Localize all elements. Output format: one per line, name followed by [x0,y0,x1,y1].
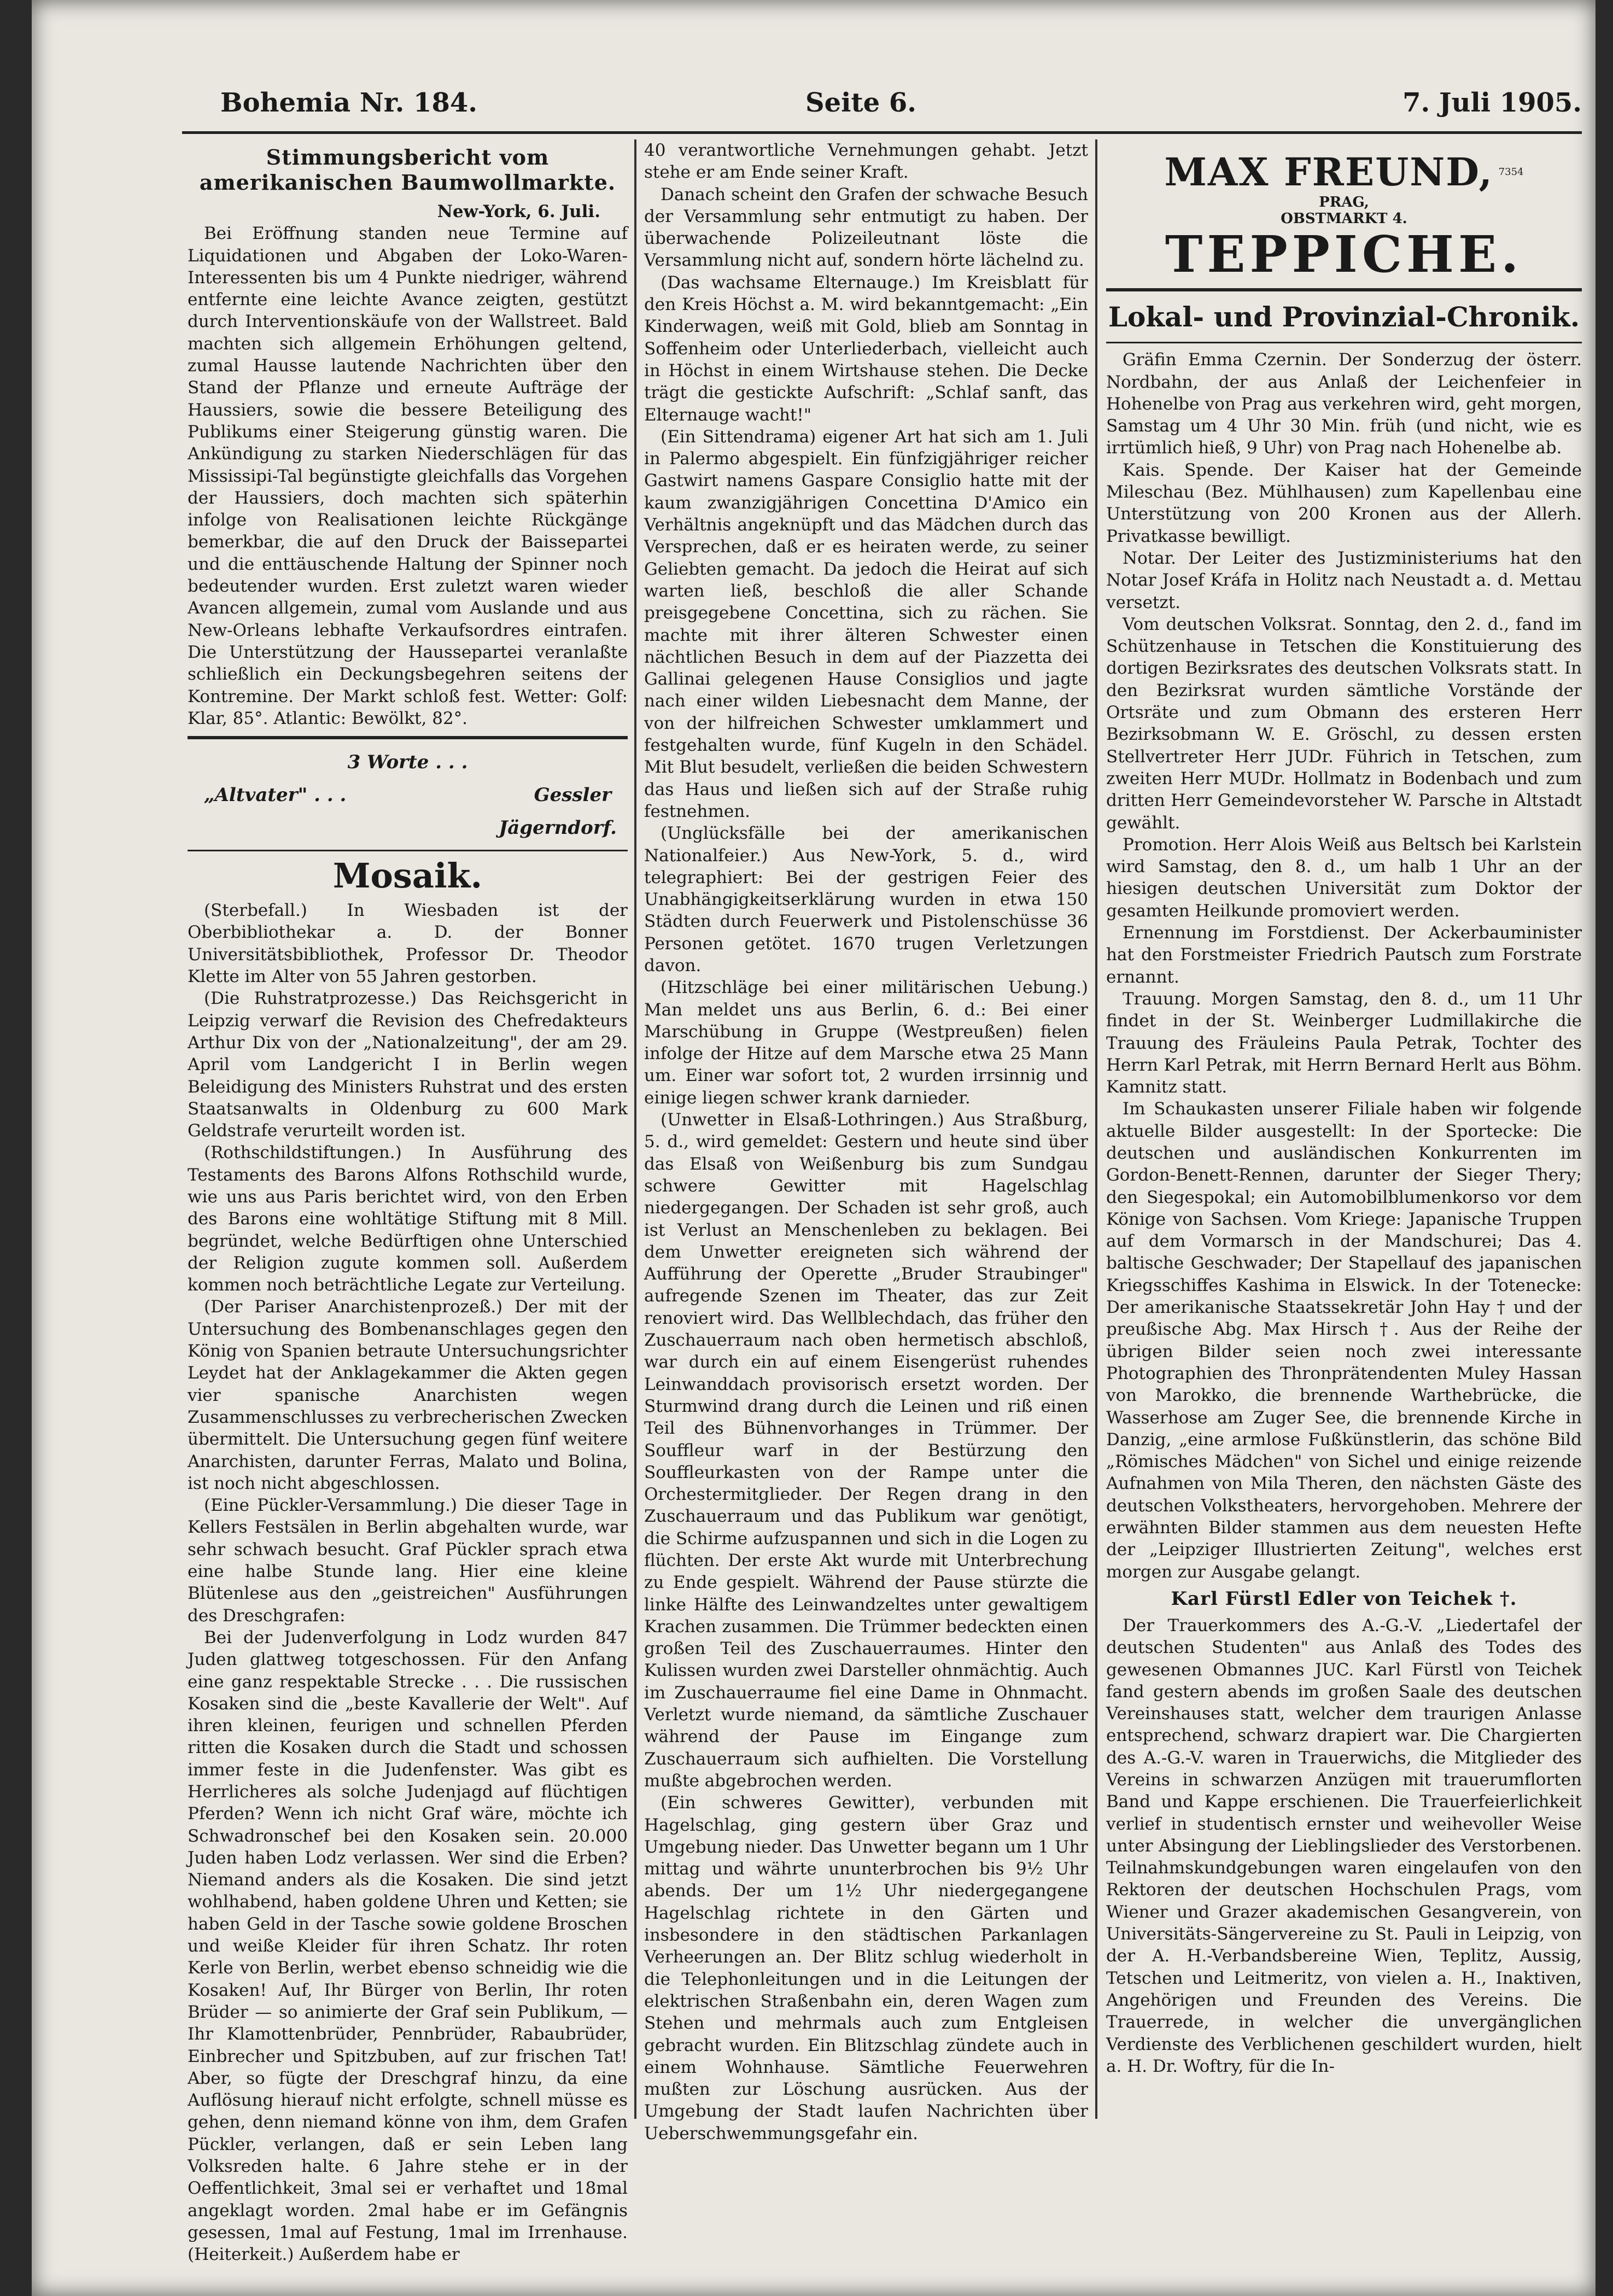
news-item: (Das wachsame Elternauge.) Im Kreisblatt für den Kreis Höchst a. M. wird bekanntgemacht: „Ein Kinderwagen, weiß mit Gold, blieb am Sonntag in Soffenheim oder Unterliederbach, vielleicht auch in Höchst in einem Wirtshause stehen. Die Decke trägt die gestickte Aufschrift: „Schlaf sanft, das Elternauge wacht!" [644,272,1088,425]
notice-line: „Altvater" . . . [204,784,347,807]
column-rule [634,139,636,2119]
news-item: (Sterbefall.) In Wiesbaden ist der Oberbibliothekar a. D. der Bonner Universitätsbibliothek, Professor Dr. Theodor Klette im Alter von 55 Jahren gestorben. [188,901,628,987]
separator-rule [188,850,628,851]
news-item: (Unglücksfälle bei der amerikanischen Nationalfeier.) Aus New-York, 5. d., wird telegraphiert: Bei der gestrigen Feier des Unabhängigkeitserklärung wurden in etwa 150 Städten durch Feuerwerk und Pistolenschüsse 36 Personen getötet. 1670 trugen Verletzungen davon. [644,823,1088,975]
news-item: (Eine Pückler-Versammlung.) Die dieser Tage in Kellers Festsälen in Berlin abgehalten wurde, war sehr schwach besucht. Graf Pückler sprach etwa eine halbe Stunde lang. Hier eine kleine Blütenlese aus den „geistreichen" Ausführungen des Dreschgrafen: [188,1495,628,1626]
news-item: Promotion. Herr Alois Weiß aus Beltsch bei Karlstein wird Samstag, den 8. d., um halb 1 Uhr an der hiesigen deutschen Universität zum Doktor der gesamten Heilkunde promoviert werden. [1106,834,1582,921]
news-item: Vom deutschen Volksrat. Sonntag, den 2. d., fand im Schützenhause in Tetschen die Konstituierung des dortigen Bezirksrates des deutschen Volksrats statt. In den Bezirksrat wurden sämtliche Vorstände der Ortsräte und zum Obmann des ersteren Herr Bezirksobmann W. E. Gröschl, zu dessen ersten Stellvertreter Herr JUDr. Führich in Tetschen, zum zweiten Herr MUDr. Hollmatz in Bodenbach und zum dritten Herr Gemeindevorsteher W. Parsche in Altstadt gewählt. [1106,614,1582,833]
article-dateline: New-York, 6. Juli. [437,202,600,221]
ad-company-name: MAX FREUND, [1164,149,1493,195]
column-rule [1095,139,1097,2119]
header-page-number: Seite 6. [805,87,916,118]
header-issue: Bohemia Nr. 184. [220,87,477,118]
news-item: Gräfin Emma Czernin. Der Sonderzug der österr. Nordbahn, der aus Anlaß der Leichenfeier in Hohenelbe von Prag aus verkehren wird, geht morgen, Samstag um 4 Uhr 30 Min. früh (und nicht, wie es irrtümlich hieß, 9 Uhr) von Prag nach Hohenelbe ab. [1106,350,1582,458]
news-item: Ernennung im Forstdienst. Der Ackerbauminister hat den Forstmeister Friedrich Pautsch zum Forstrate ernannt. [1106,923,1582,987]
news-item: Im Schaukasten unserer Filiale haben wir folgende aktuelle Bilder ausgestellt: In der Sportecke: Die deutschen und ausländischen Konkurrenten im Gordon-Benett-Rennen, darunter der Sieger Thery; den Siegespokal; ein Automobilblumenkorso vor dem Könige von Sachsen. Vom Kriege: Japanische Truppen auf dem Vormarsch in der Mandschurei; Das 4. baltische Geschwader; Der Stapellauf des japanischen Kriegsschiffes Kashima in Elswick. In der Totenecke: Der amerikanische Staatssekretär John Hay † und der preußische Abg. Max Hirsch †. Aus der Reihe der übrigen Bilder seien noch zwei interessante Photographien des Thronprätendenten Muley Hassan von Marokko, die brennende Warthebrücke, die Wasserhose am Zuger See, die brennende Kirche in Danzig, „eine armlose Fußkünstlerin, das schöne Bild „Römisches Mädchen" von Sichel und einige reizende Aufnahmen von Mila Theren, den nächsten Gäste des deutschen Volkstheaters, hervorgehoben. Mehrere der erwähnten Bilder stammen aus dem neuesten Hefte der „Leipziger Illustrierten Zeitung", welches erst morgen zur Ausgabe gelangt. [1106,1099,1582,1582]
notice-line: Gessler [534,784,611,807]
ad-street: OBSTMARKT 4. [1281,211,1407,227]
news-item: (Unwetter in Elsaß-Lothringen.) Aus Straßburg, 5. d., wird gemeldet: Gestern und heute sind über das Elsaß von Weißenburg bis zum Sundgau schwere Gewitter mit Hagelschlag niedergegangen. Der Schaden ist sehr groß, auch ist Verlust an Menschenleben zu beklagen. Bei dem Unwetter ereigneten sich während der Aufführung der Operette „Bruder Straubinger" aufregende Szenen im Theater, das zur Zeit renoviert wird. Das Wellblechdach, das früher den Zuschauerraum nach oben hermetisch abschloß, war durch ein auf einem Eisengerüst ruhendes Leinwanddach provisorisch ersetzt worden. Der Sturmwind drang durch die Leinen und riß einen Teil des Bühnenvorhanges in Trümmer. Der Souffleur warf in der Bestürzung den Souffleurkasten von der Rampe unter die Orchestermitglieder. Der Regen drang in den Zuschauerraum und das Publikum war genötigt, die Schirme aufzuspannen und sich in die Logen zu flüchten. Der erste Akt wurde mit Unterbrechung zu Ende gespielt. Während der Pause stürzte die linke Hälfte des Leinwandzeltes unter gewaltigem Krachen zusammen. Die Trümmer bedeckten einen großen Teil des Zuschauerraumes. Hinter den Kulissen wurden zwei Darsteller ohnmächtig. Auch im Zuschauerraume fiel eine Dame in Ohnmacht. Verletzt wurde niemand, da sämtliche Zuschauer während der Pause im Eingange zum Zuschauerraum sich aufhielten. Die Vorstellung mußte abgebrochen werden. [644,1110,1088,1791]
news-item: Danach scheint den Grafen der schwache Besuch der Versammlung sehr entmutigt zu haben. Der überwachende Polizeileutnant löste die Versammlung nicht auf, sondern hörte lächelnd zu. [644,184,1088,271]
separator-rule [1106,342,1582,343]
obituary-heading: Karl Fürstl Edler von Teichek †. [1171,1587,1517,1610]
separator-rule [188,736,628,739]
news-item: Kais. Spende. Der Kaiser hat der Gemeinde Mileschau (Bez. Mühlhausen) zum Kapellenbau eine Unterstützung von 200 Kronen aus der Allerh. Privatkasse bewilligt. [1106,460,1582,546]
classified-notice [188,746,628,844]
news-item: (Der Pariser Anarchistenprozeß.) Der mit der Untersuchung des Bombenanschlages gegen den König von Spanien betraute Untersuchungsrichter Leydet hat der Anklagekammer die Akten gegen vier spanische Anarchisten wegen Zusammenschlusses zu verbrecherischen Zwecken übermittelt. Die Untersuchung gegen fünf weitere Anarchisten, darunter Ferras, Malato und Bolina, ist noch nicht abgeschlossen. [188,1297,628,1493]
news-item: Der Trauerkommers des A.-G.-V. „Liedertafel der deutschen Studenten" aus Anlaß des Todes des gewesenen Obmannes JUC. Karl Fürstl von Teichek fand gestern abends im großen Saale des deutschen Vereinshauses statt, welcher dem traurigen Anlasse entsprechend, schwarz drapiert war. Die Chargierten des A.-G.-V. waren in Trauerwichs, die Mitglieder des Vereins in schwarzen Anzügen mit trauerumflorten Band und Kappe erschienen. Die Trauerfeierlichkeit verlief in studentisch ernster und weihevoller Weise unter Absingung der Lieblingslieder des Verstorbenen. Teilnahmskundgebungen waren eingelaufen von den Rektoren der deutschen Hochschulen Prags, vom Wiener und Grazer akademischen Gesangverein, von Universitäts-Sängervereine zu St. Pauli in Leipzig, von der A. H.-Verbandsbereine Wien, Teplitz, Aussig, Tetschen und Leitmeritz, von vielen a. H., Inaktiven, Angehörigen und Freunden des Vereins. Die Trauerrede, in welcher die unvergänglichen Verdienste des Verblichenen geschildert wurden, hielt a. H. Dr. Woftry, für die In- [1106,1615,1582,2076]
news-item: Bei der Judenverfolgung in Lodz wurden 847 Juden glattweg totgeschossen. Für den Anfang eine ganz respektable Strecke . . . Die russischen Kosaken sind die „beste Kavallerie der Welt". Auf ihren kleinen, feurigen und schnellen Pferden ritten die Kosaken durch die Stadt und schossen immer feste in die Judenfenster. Was gibt es Herrlicheres als solche Judenjagd auf flüchtigen Pferden? Wenn ich nicht Graf wäre, möchte ich Schwadronschef bei den Kosaken sein. 20.000 Juden haben Lodz verlassen. Wer sind die Erben? Niemand anders als die Kosaken. Die sind jetzt wohlhabend, haben goldene Uhren und Ketten; sie haben Geld in der Tasche sowie goldene Broschen und weiße Kleider für ihren Schatz. Ihr roten Kerle von Berlin, werbet ebenso schneidig wie die Kosaken! Auf, Ihr Bürger von Berlin, Ihr roten Brüder — so animierte der Graf sein Publikum, — Ihr Klamottenbrüder, Pennbrüder, Rabaubrüder, Einbrecher und Spitzbuben, auf zur frischen Tat! Aber, so fügte der Dreschgraf hinzu, da eine Auflösung hierauf nicht erfolgte, schnell müsse es gehen, denn niemand könne von ihm, dem Grafen Pückler, verlangen, daß er sein Leben lang Volksreden halte. 6 Jahre stehe er in der Oeffentlichkeit, 3mal sei er verhaftet und 18mal angeklagt worden. 2mal habe er im Gefängnis gesessen, 1mal auf Festung, 1mal im Irrenhause. (Heiterkeit.) Außerdem habe er [188,1627,628,2265]
header-date: 7. Juli 1905. [1402,87,1582,118]
separator-rule [1106,288,1582,291]
news-item: (Die Ruhstratprozesse.) Das Reichsgericht in Leipzig verwarf die Revision des Chefredakteurs Arthur Dix von der „Nationalzeitung", der am 29. April vom Landgericht I in Berlin wegen Beleidigung des Ministers Ruhstrat und des ersten Staatsanwalts in Oldenburg zu 600 Mark Geldstrafe verurteilt worden ist. [188,989,628,1141]
advertisement [1106,149,1582,284]
section-heading: Lokal- und Provinzial-Chronik. [1108,301,1580,334]
news-item: Trauung. Morgen Samstag, den 8. d., um 11 Uhr findet in der St. Weinberger Ludmillakirche die Trauung des Fräuleins Paula Petrak, Tochter des Herrn Karl Petrak, mit Herrn Bernard Herlt aus Böhm. Kamnitz statt. [1106,989,1582,1097]
column-1 [188,139,628,2265]
news-item: (Ein Sittendrama) eigener Art hat sich am 1. Juli in Palermo abgespielt. Ein fünfzigjähriger reicher Gastwirt namens Gaspare Consiglio hatte mit der kaum zwanzigjährigen Concettina D'Amico ein Verhältnis angeknüpft und das Mädchen durch das Versprechen, daß er es heiraten werde, zu seiner Geliebten gemacht. Da jedoch die Heirat auf sich warten ließ, beschloß die aller Schande preisgegebene Concettina, sich zu rächen. Sie machte mit ihrer älteren Schwester einen nächtlichen Besuch in dem auf der Piazzetta dei Gallinai gelegenen Hause Consiglios und jagte nach einer wilden Liebesnacht dem Manne, der von der hilfreichen Schwester umklammert und festgehalten wurde, fünf Kugeln in den Schädel. Mit Blut besudelt, verließen die beiden Schwestern das Haus und ließen sich auf der Straße ruhig festnehmen. [644,427,1088,821]
ad-code: 7354 [1498,166,1524,178]
column-2 [644,139,1088,2143]
section-heading: Mosaik. [332,856,483,896]
ad-city: PRAG, [1319,194,1369,211]
article-headline: Stimmungsbericht vom amerikanischen Baumwollmarkte. [199,145,616,195]
news-item: Notar. Der Leiter des Justizministeriums hat den Notar Josef Kráfa in Holitz nach Neustadt a. d. Mettau versetzt. [1106,548,1582,612]
newspaper-page [32,0,1596,2296]
column-3 [1106,139,1582,2127]
news-item: 40 verantwortliche Vernehmungen gehabt. Jetzt stehe er am Ende seiner Kraft. [644,141,1088,183]
article-body: Bei Eröffnung standen neue Termine auf Liquidationen und Abgaben der Loko-Waren-Interessenten bis um 4 Punkte niedriger, während entfernte eine leichte Avance zeigten, gestützt durch Interventionskäufe von der Wallstreet. Bald machten sich allgemein Erhöhungen geltend, zumal Hausse lautende Nachrichten über den Stand der Pflanze und erneute Aufträge der Haussiers, sowie die bessere Beteiligung des Publikums einer Steigerung günstig waren. Die Ankündigung zu starken Niederschlägen für das Mississipi-Tal begünstigte gleichfalls das Vorgehen der Haussiers, doch machten sich späterhin infolge von Realisationen leichte Rückgänge bemerkbar, die auf den Druck der Baissepartei und die enttäuschende Haltung der Spinner noch bedeutender wurden. Erst zuletzt waren wieder Avancen allgemein, zumal vom Auslande und aus New-Orleans lebhafte Verkaufsordres eintrafen. Die Unterstützung der Haussepartei veranlaßte schließlich ein Deckungsbegehren seitens der Kontremine. Der Markt schloß fest. Wetter: Golf: Klar, 85°. Atlantic: Bewölkt, 82°. [188,224,628,728]
news-item: (Ein schweres Gewitter), verbunden mit Hagelschlag, ging gestern über Graz und Umgebung nieder. Das Unwetter begann um 1 Uhr mittag und währte ununterbrochen bis 9½ Uhr abends. Der um 1½ Uhr niedergegangene Hagelschlag richtete in den Gärten und insbesondere in den städtischen Parkanlagen Verheerungen an. Der Blitz schlug wiederholt in die Telephonleitungen und in die Leitungen der elektrischen Straßenbahn ein, deren Wagen zum Stehen und mehrmals auch zum Entgleisen gebracht wurden. Ein Blitzschlag zündete auch in einem Wohnhause. Sämtliche Feuerwehren mußten zur Löschung ausrücken. Aus der Umgebung der Stadt laufen Nachrichten über Ueberschwemmungsgefahr ein. [644,1793,1088,2143]
page-header [182,82,1582,134]
ad-address [1281,194,1407,227]
notice-line: Jägerndorf. [499,817,617,839]
news-item: (Hitzschläge bei einer militärischen Uebung.) Man meldet uns aus Berlin, 6. d.: Bei einer Marschübung in Gruppe (Westpreußen) fielen infolge der Hitze auf dem Marsche etwa 25 Mann um. Einer war sofort tot, 2 wurden irrsinnig und einige liegen schwer krank darnieder. [644,978,1088,1108]
notice-line: 3 Worte . . . [347,751,468,774]
news-item: (Rothschildstiftungen.) In Ausführung des Testaments des Barons Alfons Rothschild wurde, wie uns aus Paris berichtet wird, von den Erben des Barons eine wohltätige Stiftung mit 8 Mill. begründet, welche Bedürftigen ohne Unterschied der Religion zugute kommen soll. Außerdem kommen noch beträchtliche Legate zur Verteilung. [188,1143,628,1295]
ad-product: TEPPICHE. [1165,225,1523,284]
